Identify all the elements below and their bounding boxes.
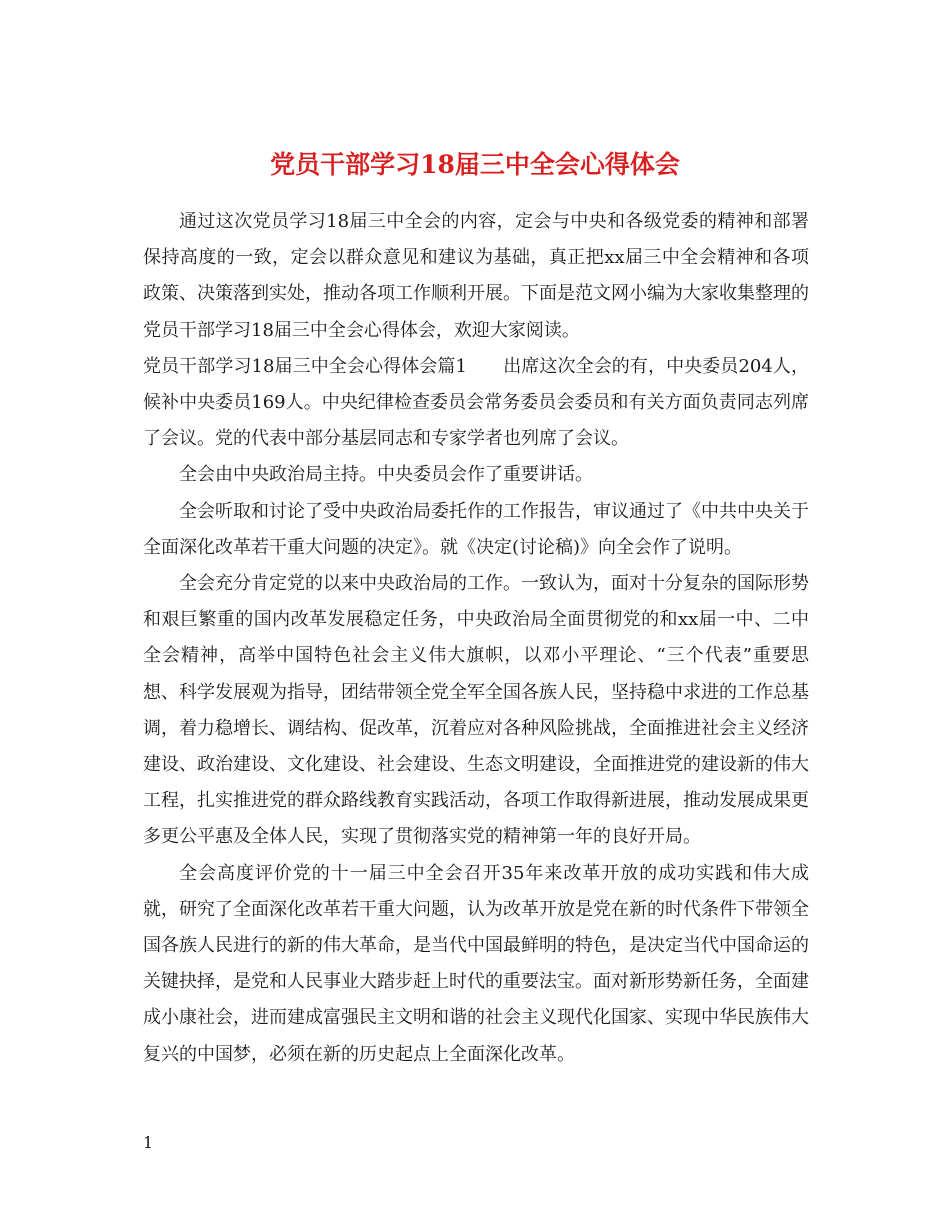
document-body <box>143 204 809 1073</box>
paragraph-section-1: 党员干部学习18届三中全会心得体会篇1 出席这次全会的有，中央委员204人，候补中央委员169人。中央纪律检查委员会常务委员会委员和有关方面负责同志列席了会议。党的代表中部分基层同志和专家学者也列席了会议。 <box>143 355 809 450</box>
paragraph-5: 全会充分肯定党的以来中央政治局的工作。一致认为，面对十分复杂的国际形势和艰巨繁重的国内改革发展稳定任务，中央政治局全面贯彻党的和xx届一中、二中全会精神，高举中国特色社会主义伟大旗帜，以邓小平理论、“三个代表”重要思想、科学发展观为指导，团结带领全党全军全国各族人民，坚持稳中求进的工作总基调，着力稳增长、调结构、促改革，沉着应对各种风险挑战，全面推进社会主义经济建设、政治建设、文化建设、社会建设、生态文明建设，全面推进党的建设新的伟大工程，扎实推进党的群众路线教育实践活动，各项工作取得新进展，推动发展成果更多更公平惠及全体人民，实现了贯彻落实党的精神第一年的良好开局。 <box>143 573 809 848</box>
paragraph-6: 全会高度评价党的十一届三中全会召开35年来改革开放的成功实践和伟大成就，研究了全面深化改革若干重大问题，认为改革开放是党在新的时代条件下带领全国各族人民进行的新的伟大革命，是当代中国最鲜明的特色，是决定当代中国命运的关键抉择，是党和人民事业大踏步赶上时代的重要法宝。面对新形势新任务，全面建成小康社会，进而建成富强民主文明和谐的社会主义现代化国家、实现中华民族伟大复兴的中国梦，必须在新的历史起点上全面深化改革。 <box>143 862 809 1065</box>
document-title: 党员干部学习18届三中全会心得体会 <box>270 149 680 179</box>
paragraph-3: 全会由中央政治局主持。中央委员会作了重要讲话。 <box>179 464 593 486</box>
page-number: 1 <box>143 1133 154 1152</box>
paragraph-intro: 通过这次党员学习18届三中全会的内容，定会与中央和各级党委的精神和部署保持高度的一致，定会以群众意见和建议为基础，真正把xx届三中全会精神和各项政策、决策落到实处，推动各项工作顺利开展。下面是范文网小编为大家收集整理的党员干部学习18届三中全会心得体会，欢迎大家阅读。 <box>143 211 809 341</box>
paragraph-4: 全会听取和讨论了受中央政治局委托作的工作报告，审议通过了《中共中央关于全面深化改革若干重大问题的决定》。就《决定(讨论稿)》向全会作了说明。 <box>143 500 809 558</box>
